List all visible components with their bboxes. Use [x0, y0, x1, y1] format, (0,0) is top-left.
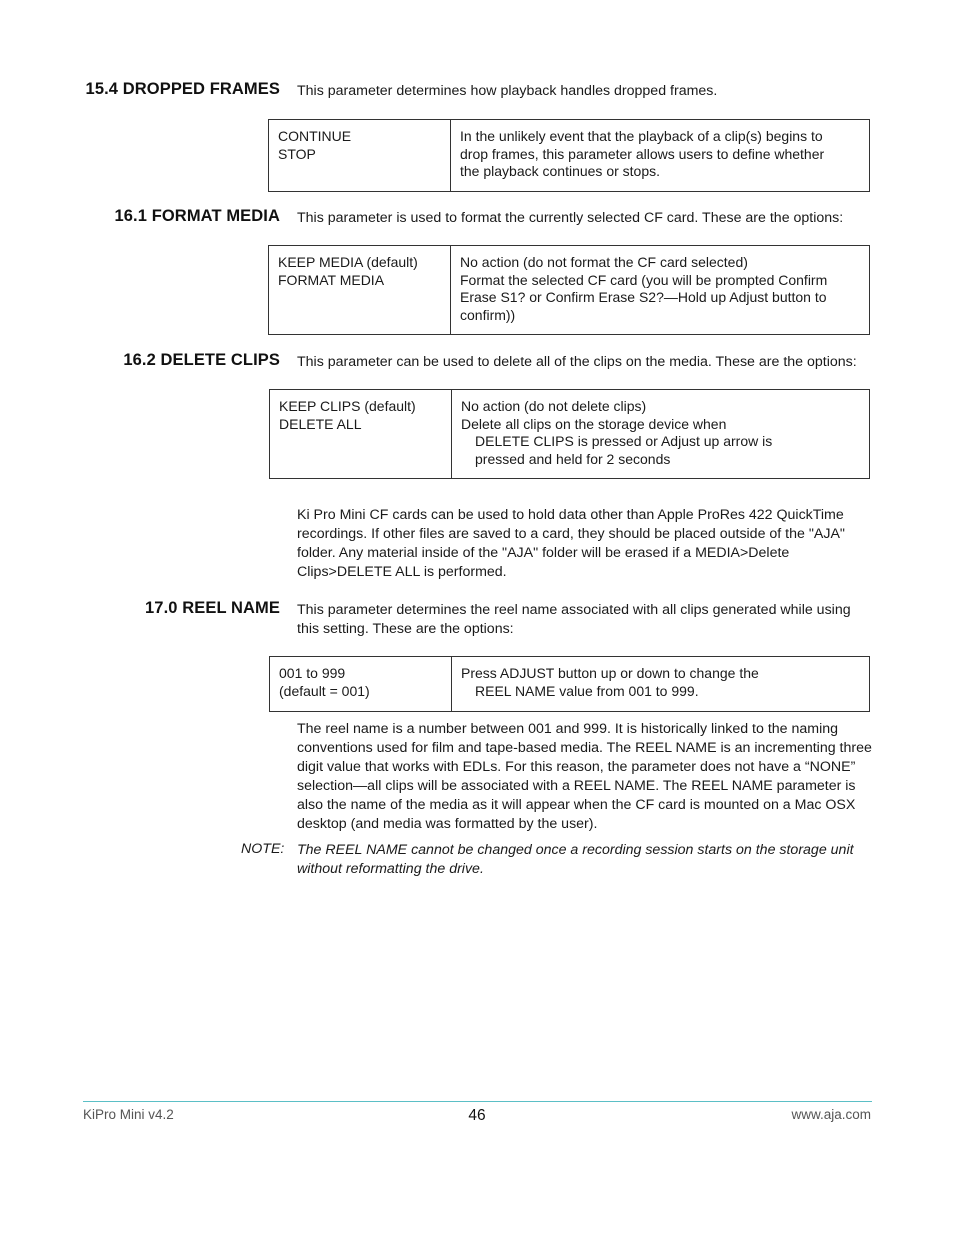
explanation-line: Delete all clips on the storage device when [461, 415, 727, 432]
cf-card-paragraph: Ki Pro Mini CF cards can be used to hold data other than Apple ProRes 422 QuickTime recordings. If other files are saved to a card, they should be placed outside of the "AJA" folder. Any material inside of the "AJA" folder will be erased if a MEDIA>Delete Clips>DELETE ALL is performed. [297, 507, 845, 580]
option-value: DELETE ALL [279, 415, 362, 432]
option-value: KEEP CLIPS (default) [279, 398, 416, 414]
section-heading-reel-name: 17.0 REEL NAME [145, 599, 280, 617]
footer-divider [83, 1101, 872, 1102]
option-value: 001 to 999 [279, 665, 346, 681]
explanation-line: drop frames, this parameter allows users to define whether [460, 145, 825, 162]
option-value: (default = 001) [279, 682, 370, 699]
section-description-reel-name: This parameter determines the reel name associated with all clips generated while using this setting. These are the options: [297, 602, 851, 637]
explanation-line: In the unlikely event that the playback of a clip(s) begins to [460, 128, 823, 144]
options-table-dropped-frames [268, 119, 870, 192]
section-heading-dropped-frames: 15.4 DROPPED FRAMES [85, 80, 280, 98]
explanation-line: confirm)) [460, 306, 516, 323]
options-cell [269, 246, 451, 335]
note-text: The REEL NAME cannot be changed once a recording session starts on the storage unit without reformatting the drive. [297, 842, 854, 877]
explanation-line: REEL NAME value from 001 to 999. [475, 682, 699, 699]
footer-website: www.aja.com [791, 1107, 871, 1122]
explanation-line: Press ADJUST button up or down to change the [461, 665, 759, 681]
explanation-line: Erase S1? or Confirm Erase S2?—Hold up Adjust button to [460, 289, 827, 305]
explanation-line: DELETE CLIPS is pressed or Adjust up arrow is [475, 433, 773, 449]
explanation-cell [452, 657, 870, 712]
page-number: 46 [468, 1107, 486, 1124]
options-cell [269, 120, 451, 192]
explanation-line: No action (do not format the CF card selected) [460, 254, 748, 270]
option-value: KEEP MEDIA (default) [278, 254, 418, 270]
explanation-line: No action (do not delete clips) [461, 398, 647, 414]
section-heading-format-media: 16.1 FORMAT MEDIA [114, 207, 280, 225]
explanation-cell [452, 390, 870, 479]
options-cell [270, 390, 452, 479]
options-table-reel-name [269, 656, 870, 712]
explanation-line: Format the selected CF card (you will be prompted Confirm [460, 271, 828, 288]
explanation-cell [451, 246, 870, 335]
section-heading-delete-clips: 16.2 DELETE CLIPS [123, 351, 280, 369]
explanation-line: the playback continues or stops. [460, 163, 661, 179]
footer-product-version: KiPro Mini v4.2 [83, 1107, 174, 1122]
section-description-delete-clips: This parameter can be used to delete all of the clips on the media. These are the options: [297, 354, 857, 370]
section-description-format-media: This parameter is used to format the currently selected CF card. These are the options: [297, 210, 844, 226]
options-table-delete-clips [269, 389, 870, 479]
reel-name-paragraph: The reel name is a number between 001 and 999. It is historically linked to the naming conventions used for film and tape-based media. The REEL NAME is an incrementing three digit value that works with EDLs. For this reason, the parameter does not have a “NONE” selection—all clips will be associated with a REEL NAME. The REEL NAME parameter is also the name of the media as it will appear when the CF card is mounted on a Mac OSX desktop (and media was formatted by the user). [297, 721, 872, 832]
option-value: STOP [278, 145, 316, 162]
explanation-line: pressed and held for 2 seconds [475, 450, 671, 467]
section-description-dropped-frames: This parameter determines how playback handles dropped frames. [297, 83, 718, 99]
option-value: CONTINUE [278, 128, 352, 144]
note-label: NOTE: [241, 841, 285, 857]
options-table-format-media [268, 245, 870, 335]
options-cell [270, 657, 452, 712]
option-value: FORMAT MEDIA [278, 271, 385, 288]
explanation-cell [451, 120, 870, 192]
